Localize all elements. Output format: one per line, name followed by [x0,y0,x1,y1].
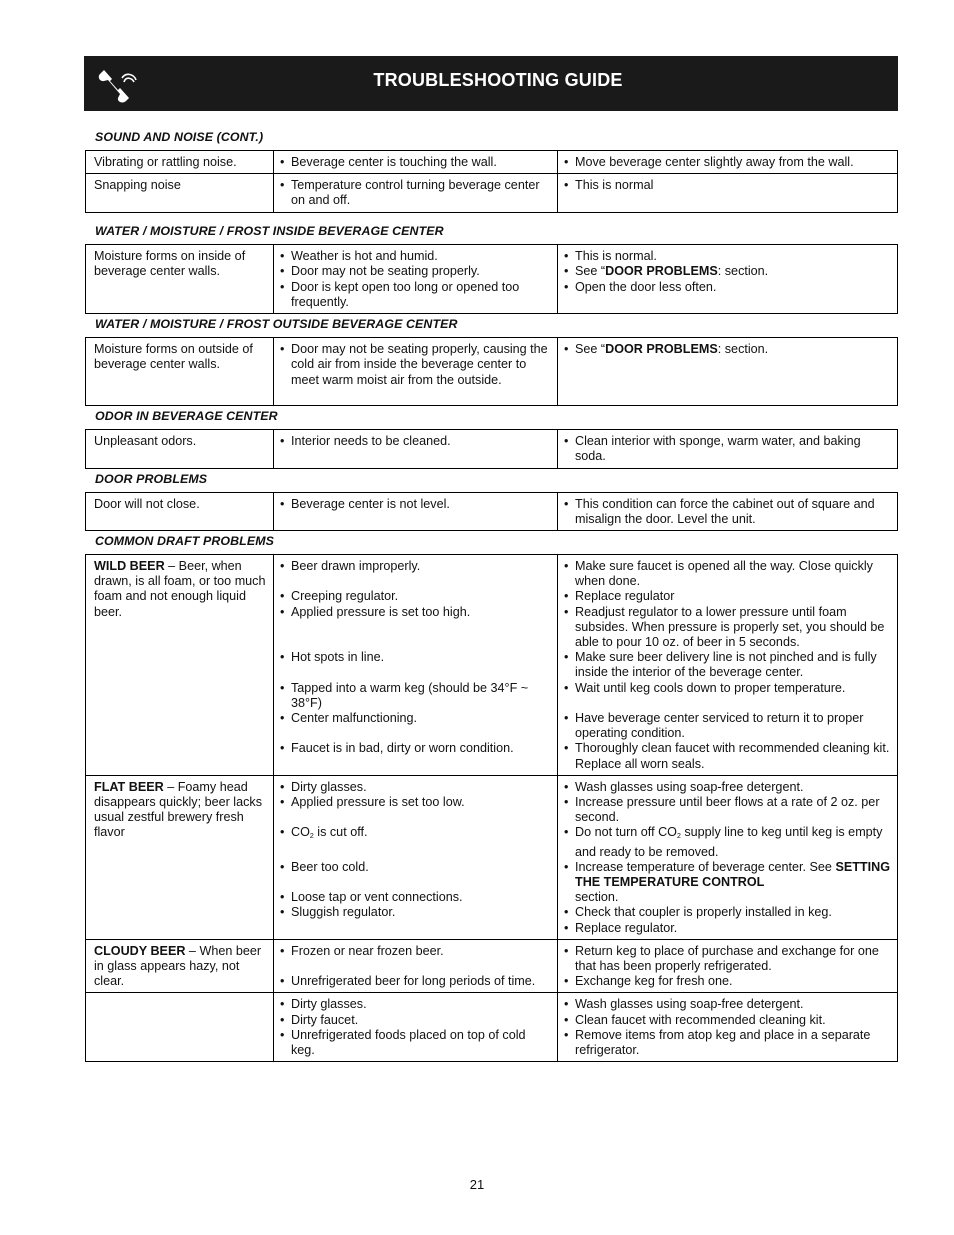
section-title: WATER / MOISTURE / FROST INSIDE BEVERAGE CENTER [95,224,444,239]
cause-item: • Dirty glasses. [280,780,551,795]
see-text: See “ [575,342,606,357]
solution-item: • Have beverage center serviced to return it to proper operating condition. [564,711,891,741]
section-suffix: : section. [717,342,769,357]
solution-cell [558,174,898,213]
cause-item: • Beer too cold. [280,860,551,875]
table-row [86,555,898,776]
solution-cell [558,245,898,314]
see-text: See “ [575,264,606,279]
cause-item: • Frozen or near frozen beer. [280,944,551,959]
cause-cell [274,993,558,1062]
solution-item: • Exchange keg for fresh one. [564,974,891,989]
solution-cell [558,939,898,993]
problem-label: FLAT BEER [94,779,164,794]
solution-item: • Clean interior with sponge, warm water, and baking soda. [564,434,891,464]
problem-label: WILD BEER [94,559,165,574]
page-title: TROUBLESHOOTING GUIDE [373,70,623,90]
problem-cell: Vibrating or rattling noise. [86,151,274,174]
solution-item: • Replace regulator. [564,921,891,936]
solution-item: • Wash glasses using soap-free detergent. [564,997,891,1012]
problem-cell: Door will not close. [86,492,274,530]
problem-cell [86,555,274,776]
door-problems-ref: DOOR PROBLEMS [605,264,718,279]
cause-item: • Dirty glasses. [280,997,551,1012]
solution-text: Increase temperature of beverage center. See [575,859,836,874]
cause-cell [274,245,558,314]
section-suffix: : section. [717,264,769,279]
table-row [86,775,898,939]
table-row [86,338,898,406]
problem-cell [86,993,274,1062]
section-title: ODOR IN BEVERAGE CENTER [95,409,278,424]
solution-cell [558,492,898,530]
table-row [86,174,898,213]
cause-item: • Door is kept open too long or opened too frequently. [280,280,551,310]
troubleshooting-content [85,128,898,1062]
cause-cell [274,174,558,213]
solution-item: • This is normal [564,178,891,193]
cause-item: • Interior needs to be cleaned. [280,434,551,449]
problem-cell [86,775,274,939]
cause-cell [274,939,558,993]
cause-cell [274,430,558,468]
cause-cell [274,338,558,406]
solution-item [564,860,891,906]
cause-item: • Beverage center is not level. [280,497,551,512]
cause-item: • Hot spots in line. [280,650,551,665]
solution-item [564,825,891,859]
door-problems-ref: DOOR PROBLEMS [605,342,718,357]
cause-item: • Applied pressure is set too low. [280,795,551,810]
solution-item [564,264,891,279]
troubleshooting-table [85,244,898,314]
co2-text: CO [291,825,310,840]
cause-item: • Unrefrigerated foods placed on top of cold keg. [280,1028,551,1058]
cause-item: • Weather is hot and humid. [280,249,551,264]
solution-item: • Check that coupler is properly installed in keg. [564,905,891,920]
section-title: SOUND AND NOISE (CONT.) [95,130,264,144]
table-row [86,993,898,1062]
solution-item: • Return keg to place of purchase and exchange for one that has been properly refrigerated. [564,944,891,974]
problem-cell [86,939,274,993]
troubleshooting-table [85,492,898,531]
cause-item: • Applied pressure is set too high. [280,605,551,620]
solution-item: • Make sure faucet is opened all the way. Close quickly when done. [564,559,891,589]
cause-item: • Faucet is in bad, dirty or worn condition. [280,741,551,756]
solution-item: • This is normal. [564,249,891,264]
cause-cell [274,492,558,530]
table-row [86,245,898,314]
troubleshooting-table [85,429,898,468]
solution-cell [558,151,898,174]
solution-item: • Wash glasses using soap-free detergent. [564,780,891,795]
problem-cell: Unpleasant odors. [86,430,274,468]
troubleshooting-table [85,337,898,406]
table-row [86,430,898,468]
cause-item: • Door may not be seating properly, causing the cold air from inside the beverage center to meet warm moist air from the outside. [280,342,551,388]
problem-text: – Beer, when drawn, is all foam, or too much foam and not enough liquid beer. [94,559,266,619]
cause-item: • Beverage center is touching the wall. [280,155,551,170]
solution-cell [558,430,898,468]
solution-cell [558,555,898,776]
problem-cell: Moisture forms on outside of beverage center walls. [86,338,274,406]
solution-item: • Wait until keg cools down to proper temperature. [564,681,891,696]
cause-item: • Temperature control turning beverage center on and off. [280,178,551,208]
page-number: 21 [469,1177,485,1192]
solution-item: • Make sure beer delivery line is not pinched and is fully inside the interior of the beverage center. [564,650,891,680]
solution-item: • Move beverage center slightly away from the wall. [564,155,891,170]
problem-label: CLOUDY BEER [94,943,186,958]
solution-item: • Thoroughly clean faucet with recommended cleaning kit. Replace all worn seals. [564,741,891,771]
solution-cell [558,993,898,1062]
troubleshooting-table [85,554,898,1062]
section-title: COMMON DRAFT PROBLEMS [95,534,274,549]
solution-item: • Readjust regulator to a lower pressure until foam subsides. When pressure is properly set, you should be able to pour 10 oz. of beer in 5 seconds. [564,605,891,651]
solution-item: • Clean faucet with recommended cleaning kit. [564,1013,891,1028]
cause-item: • Sluggish regulator. [280,905,551,920]
table-row [86,939,898,993]
cause-item: • Center malfunctioning. [280,711,551,726]
problem-cell: Moisture forms on inside of beverage center walls. [86,245,274,314]
table-row [86,151,898,174]
header-banner [84,56,898,111]
section-suffix: section. [575,890,619,905]
cause-item: • Dirty faucet. [280,1013,551,1028]
solution-item: • Replace regulator [564,589,891,604]
solution-item: • This condition can force the cabinet out of square and misalign the door. Level the unit. [564,497,891,527]
troubleshooting-table [85,150,898,213]
cause-cell [274,151,558,174]
solution-item: • Increase pressure until beer flows at a rate of 2 oz. per second. [564,795,891,825]
cause-cell [274,555,558,776]
problem-cell: Snapping noise [86,174,274,213]
problem-text: – Foamy head disappears quickly; beer lacks usual zestful brewery fresh flavor [94,779,262,840]
solution-item: • Open the door less often. [564,280,891,295]
solution-text: supply line to keg until keg is empty and ready to be removed. [575,825,883,859]
problem-text: – When beer in glass appears hazy, not clear. [94,943,262,989]
section-title: DOOR PROBLEMS [95,471,208,486]
cause-item: • Creeping regulator. [280,589,551,604]
temperature-control-ref: SETTING THE TEMPERATURE CONTROL [575,859,891,890]
co2-text: Do not turn off CO [575,825,677,840]
cause-item: • Tapped into a warm keg (should be 34°F ~ 38°F) [280,681,551,711]
table-row [86,492,898,530]
section-title: WATER / MOISTURE / FROST OUTSIDE BEVERAGE CENTER [95,317,458,332]
solution-cell [558,338,898,406]
solution-cell [558,775,898,939]
solution-item: • Remove items from atop keg and place in a separate refrigerator. [564,1028,891,1058]
cause-item: • Loose tap or vent connections. [280,890,551,905]
cause-item: • Unrefrigerated beer for long periods of time. [280,974,551,989]
cause-text: is cut off. [313,825,368,840]
cause-item [280,825,551,844]
subscript: 2 [309,833,314,841]
subscript: 2 [676,833,681,841]
cause-cell [274,775,558,939]
cause-item: • Beer drawn improperly. [280,559,551,574]
cause-item: • Door may not be seating properly. [280,264,551,279]
solution-item [564,342,891,357]
